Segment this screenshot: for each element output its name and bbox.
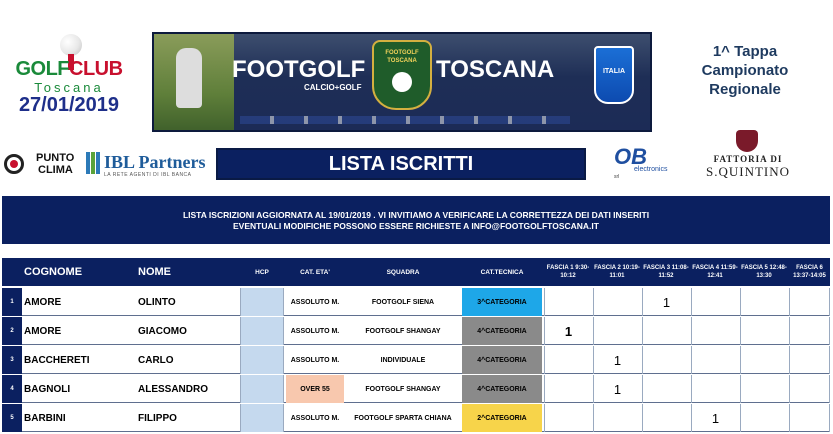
golf-club-name: GOLFCLUB [15,58,123,80]
cell-cat-tecnica: 3^CATEGORIA [462,288,542,316]
cell-hcp [240,317,284,345]
banner-stripes [240,116,570,124]
cell-fascia-3: 1 [642,288,690,316]
cell-fascia-6 [789,346,830,374]
cell-fascia-6 [789,375,830,403]
cell-fascia-1 [544,404,592,432]
header-fascia-2: FASCIA 2 10:19-11:01 [594,265,640,279]
cell-eta: ASSOLUTO M. [290,356,340,364]
cell-squadra: FOOTGOLF SHANGAY [365,385,441,393]
cell-nome: FILIPPO [138,412,177,424]
cell-cognome: AMORE [24,325,62,337]
tappa-title: 1^ Tappa Campionato Regionale [701,43,789,98]
header-cat-tecnica: CAT.TECNICA [480,268,524,276]
registration-table [2,258,830,434]
cell-eta: ASSOLUTO M. [290,327,340,335]
update-notice: LISTA ISCRIZIONI AGGIORNATA AL 19/01/2019 . VI INVITIAMO A VERIFICARE LA CORRETTEZZA DEI DATI INSERITI EVENTUALI MODIFICHE POSSONO ESSERE RICHIESTE A INFO@FOOTGOLFTOSCANA.IT [2,196,830,244]
cell-eta: ASSOLUTO M. [290,298,340,306]
cell-fascia-1: 1 [544,317,592,345]
banner-left-word: FOOTGOLF [232,56,366,83]
sponsor-ibl-partners: IBL Partners LA RETE AGENTI DI IBL BANCA [86,150,208,178]
row-number: 3 [2,346,22,374]
cell-fascia-5 [740,404,788,432]
cell-fascia-5 [740,346,788,374]
cell-squadra: INDIVIDUALE [380,356,426,364]
cell-fascia-6 [789,404,830,432]
cell-fascia-5 [740,288,788,316]
row-number: 2 [2,317,22,345]
cell-fascia-2: 1 [593,375,641,403]
cell-cat-tecnica: 4^CATEGORIA [462,317,542,345]
cell-nome: GIACOMO [138,325,187,337]
cell-cognome: AMORE [24,296,62,308]
header-hcp: HCP [255,268,269,276]
cell-squadra: FOOTGOLF SIENA [371,298,435,306]
header-nome: NOME [138,266,171,278]
table-row [2,346,830,374]
page-title: LISTA ISCRITTI [216,148,586,180]
golf-club-logo [4,34,134,120]
cell-hcp [240,288,284,316]
cell-cat-tecnica: 4^CATEGORIA [462,346,542,374]
cell-fascia-1 [544,346,592,374]
sponsor-fattoria-san-quintino: FATTORIA DI S.QUINTINO [698,130,798,182]
cell-fascia-2 [593,288,641,316]
header-fascia-1: FASCIA 1 9:30-10:12 [546,265,590,279]
punto-clima-logo-icon [4,154,24,174]
event-date: 27/01/2019 [18,94,120,116]
cell-fascia-1 [544,288,592,316]
cell-cognome: BACCHERETI [24,354,90,366]
header-eta: CAT. ETA' [300,268,330,276]
cell-fascia-3 [642,404,690,432]
row-number: 1 [2,288,22,316]
header-fascia-4: FASCIA 4 11:59-12:41 [692,265,738,279]
golf-ball-icon [60,34,82,56]
cell-fascia-5 [740,375,788,403]
cell-eta: ASSOLUTO M. [290,414,340,422]
header-cognome: COGNOME [24,266,83,278]
cell-hcp [240,346,284,374]
cell-fascia-4 [691,288,739,316]
player-figure-icon [176,48,202,108]
cell-fascia-5 [740,317,788,345]
table-row [2,317,830,345]
header-fascia-3: FASCIA 3 11:08-11:52 [643,265,689,279]
cell-fascia-3 [642,317,690,345]
cell-fascia-6 [789,317,830,345]
table-header [2,258,830,286]
cell-cat-tecnica: 4^CATEGORIA [462,375,542,403]
sponsor-punto-clima: PUNTO CLIMA [4,150,82,178]
cell-cat-tecnica: 2^CATEGORIA [462,404,542,432]
cell-nome: ALESSANDRO [138,383,209,395]
header-fascia-6: FASCIA 6 13:37-14:05 [793,265,826,279]
cell-fascia-3 [642,375,690,403]
cell-fascia-1 [544,375,592,403]
cell-cognome: BAGNOLI [24,383,71,395]
cell-fascia-6 [789,288,830,316]
golf-club-sub: Toscana [34,80,104,95]
cell-nome: CARLO [138,354,174,366]
banner-right-word: TOSCANA [436,56,555,83]
cell-fascia-4 [691,346,739,374]
sponsor-ob-electronics: OB electronics srl [614,144,668,180]
cell-fascia-2: 1 [593,346,641,374]
footgolf-toscana-banner [152,32,652,132]
cell-fascia-2 [593,317,641,345]
italia-shield-icon: ITALIA [594,46,634,104]
header-squadra: SQUADRA [386,268,420,276]
cell-fascia-4 [691,317,739,345]
header-fascia-5: FASCIA 5 12:48-13:30 [741,265,787,279]
cell-fascia-4: 1 [691,404,739,432]
ibl-logo-icon [86,152,100,174]
cell-nome: OLINTO [138,296,176,308]
row-number: 4 [2,375,22,403]
banner-small-text: CALCIO+GOLF [304,83,362,92]
cell-squadra: FOOTGOLF SHANGAY [365,327,441,335]
table-row [2,404,830,432]
cell-fascia-4 [691,375,739,403]
cell-eta: OVER 55 [286,375,344,403]
cell-squadra: FOOTGOLF SPARTA CHIANA [354,414,452,422]
table-row [2,375,830,403]
football-icon [392,72,412,92]
cell-cognome: BARBINI [24,412,66,424]
cell-fascia-2 [593,404,641,432]
cell-hcp [240,375,284,403]
footgolf-toscana-badge-icon: FOOTGOLF TOSCANA [372,40,432,110]
row-number: 5 [2,404,22,432]
fattoria-crest-icon [736,130,758,152]
cell-fascia-3 [642,346,690,374]
table-row [2,288,830,316]
cell-hcp [240,404,284,432]
